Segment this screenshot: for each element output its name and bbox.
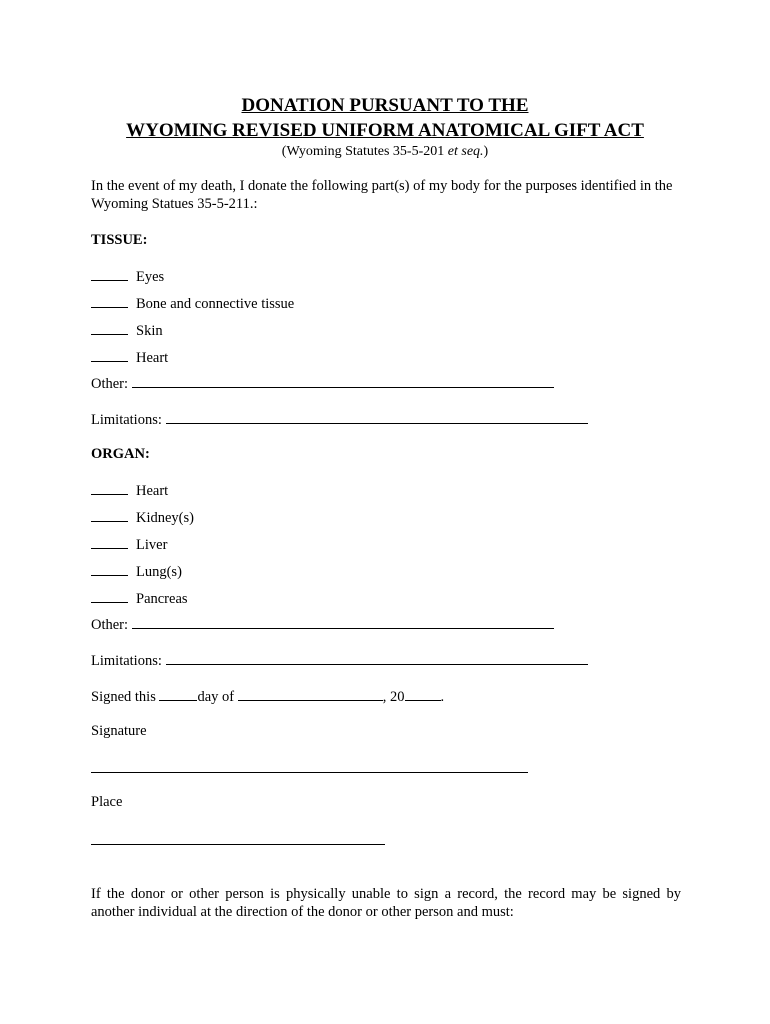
organ-item-lungs[interactable] [91,562,182,581]
organ-item-label: Lung(s) [136,564,182,580]
document-subtitle [0,143,770,161]
signature-line[interactable] [91,771,528,773]
organ-limitations-field[interactable] [166,651,588,665]
tissue-heading: TISSUE: [91,232,148,248]
checkbox-blank[interactable] [91,267,128,281]
tissue-limitations-label: Limitations: [91,412,162,428]
organ-item-label: Heart [136,483,169,499]
subtitle-italic: et seq. [447,144,484,159]
checkbox-blank[interactable] [91,535,128,549]
place-line[interactable] [91,843,385,845]
organ-item-liver[interactable] [91,535,167,554]
tissue-item-label: Eyes [136,269,165,285]
organ-item-label: Liver [136,537,168,553]
tissue-limitations-field[interactable] [166,410,588,424]
organ-other-field[interactable] [132,615,554,629]
checkbox-blank[interactable] [91,589,128,603]
place-label: Place [91,794,123,810]
tissue-other-field[interactable] [132,374,554,388]
day-of-label: day of [197,689,235,705]
tissue-other-row [91,374,554,393]
document-title-line-1: DONATION PURSUANT TO THE [241,95,529,116]
organ-heading: ORGAN: [91,446,150,462]
checkbox-blank[interactable] [91,321,128,335]
checkbox-blank[interactable] [91,481,128,495]
tissue-item-bone[interactable] [91,294,294,313]
tissue-other-label: Other: [91,376,129,392]
organ-item-label: Kidney(s) [136,510,194,526]
signed-month-field[interactable] [238,687,383,701]
tissue-limitations-row [91,410,588,429]
checkbox-blank[interactable] [91,294,128,308]
checkbox-blank[interactable] [91,348,128,362]
checkbox-blank[interactable] [91,562,128,576]
organ-limitations-row [91,651,588,670]
tissue-item-label: Skin [136,323,163,339]
signed-date-row [91,687,444,706]
signed-day-field[interactable] [159,687,197,701]
tissue-item-label: Bone and connective tissue [136,296,295,312]
signed-year-field[interactable] [405,687,441,701]
organ-other-row [91,615,554,634]
organ-item-pancreas[interactable] [91,589,188,608]
subtitle-prefix: (Wyoming Statutes 35-5-201 [281,144,448,159]
organ-item-kidneys[interactable] [91,508,194,527]
tissue-item-label: Heart [136,350,169,366]
organ-item-heart[interactable] [91,481,168,500]
document-title-line-2: WYOMING REVISED UNIFORM ANATOMICAL GIFT ACT [126,120,644,141]
footer-paragraph: If the donor or other person is physically unable to sign a record, the record may be signed by another individual at the direction of the donor or other person and must: [91,886,681,920]
tissue-item-skin[interactable] [91,321,163,340]
signed-this-label: Signed this [91,689,156,705]
organ-other-label: Other: [91,617,129,633]
organ-item-label: Pancreas [136,591,188,607]
checkbox-blank[interactable] [91,508,128,522]
intro-paragraph: In the event of my death, I donate the following part(s) of my body for the purposes identified in the Wyoming Statues 35-5-211.: [91,178,673,212]
year-prefix-label: , 20 [382,689,405,705]
organ-limitations-label: Limitations: [91,653,162,669]
year-suffix-label: . [440,689,445,705]
tissue-item-eyes[interactable] [91,267,164,286]
tissue-item-heart[interactable] [91,348,168,367]
signature-label: Signature [91,723,147,739]
subtitle-suffix: ) [483,144,489,159]
